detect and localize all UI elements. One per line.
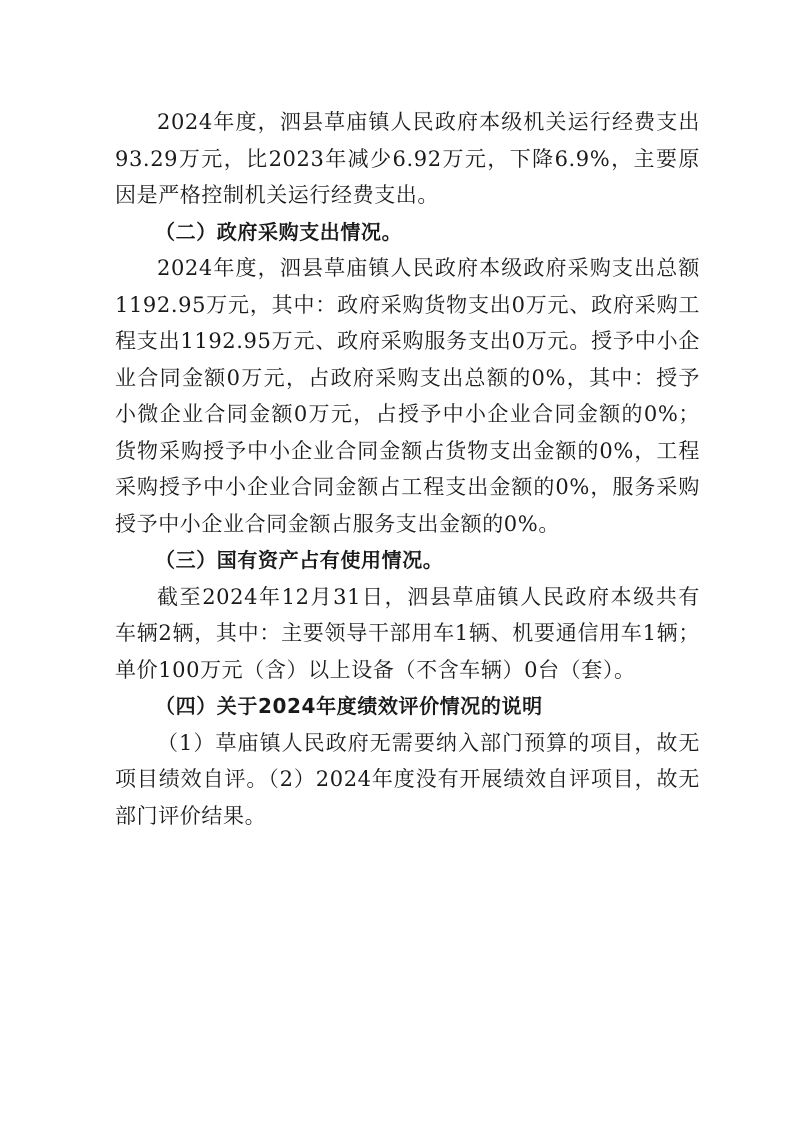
heading-performance-evaluation: （四）关于2024年度绩效评价情况的说明 [155,694,543,718]
heading-government-procurement: （二）政府采购支出情况。 [155,219,403,244]
paragraph-operating-expenses: 2024年度，泗县草庙镇人民政府本级机关运行经费支出93.29万元，比2023年减少6.92万元，下降6.9%，主要原因是严格控制机关运行经费支出。 [115,110,700,207]
paragraph-state-assets: 截至2024年12月31日，泗县草庙镇人民政府本级共有车辆2辆，其中：主要领导干部用车1辆、机要通信用车1辆；单价100万元（含）以上设备（不含车辆）0台（套）。 [115,584,700,682]
heading-state-assets: （三）国有资产占有使用情况。 [155,548,444,572]
paragraph-performance-evaluation: （1）草庙镇人民政府无需要纳入部门预算的项目，故无项目绩效自评。（2）2024年度没有开展绩效自评项目，故无部门评价结果。 [115,730,700,828]
document-body [115,104,700,834]
paragraph-government-procurement: 2024年度，泗县草庙镇人民政府本级政府采购支出总额1192.95万元，其中：政府采购货物支出0万元、政府采购工程支出1192.95万元、政府采购服务支出0万元。授予中小企业合同金额0万元，占政府采购支出总额的0%，其中：授予小微企业合同金额0万元，占授予中小企业合同金额的0%；货物采购授予中小企业合同金额占货物支出金额的0%，工程采购授予中小企业合同金额占工程支出金额的0%，服务采购授予中小企业合同金额占服务支出金额的0%。 [115,256,700,536]
